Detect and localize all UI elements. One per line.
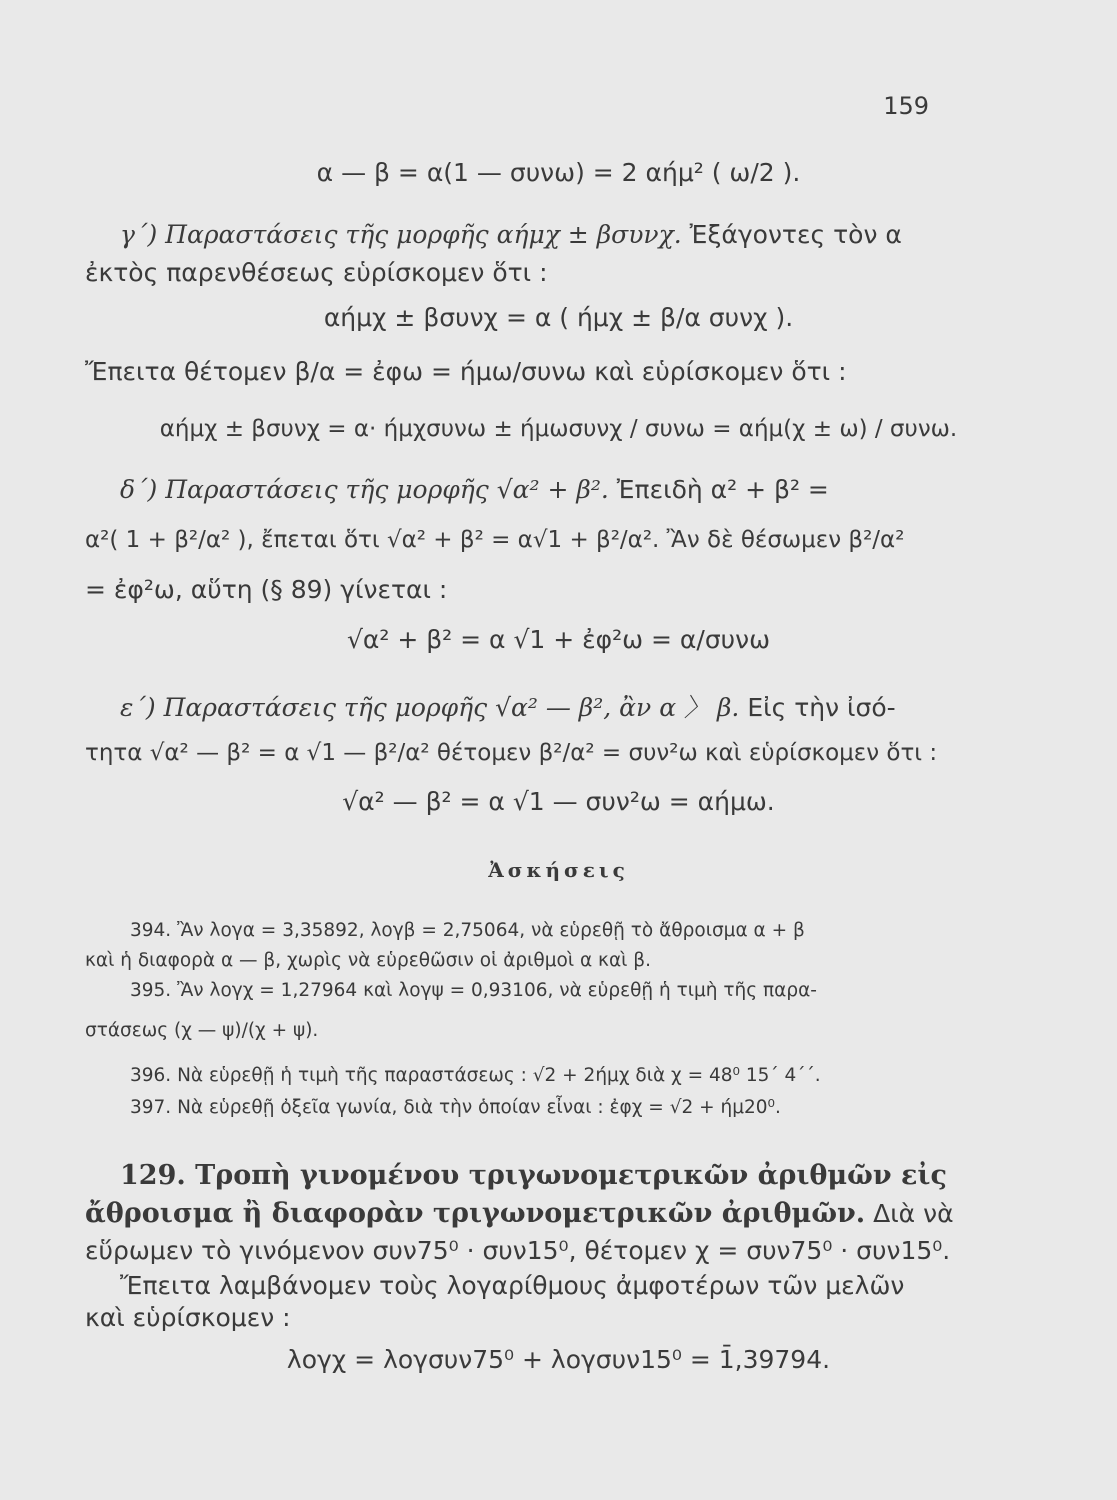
exercise-395-line-2: στάσεως (χ — ψ)/(χ + ψ).: [85, 1020, 319, 1041]
paragraph-delta-line-1: [120, 475, 829, 504]
paragraph-epsilon-line-1: [120, 688, 896, 724]
paragraph-delta-line-2: α²( 1 + β²/α² ), ἔπεται ὅτι √α² + β² = α√1 + β²/α². Ἂν δὲ θέσωμεν β²/α²: [85, 527, 905, 553]
section-129-text-1: Διὰ νὰ: [873, 1199, 954, 1228]
section-delta-heading: δ΄) Παραστάσεις τῆς μορφῆς √α² + β².: [120, 475, 609, 504]
section-129-title-line-2-text: ἄθροισμα ἢ διαφορὰν τριγωνομετρικῶν ἀριθμῶν.: [85, 1198, 866, 1229]
paragraph-epsilon-line-2: τητα √α² — β² = α √1 — β²/α² θέτομεν β²/α² = συν²ω καὶ εὑρίσκομεν ὅτι :: [85, 740, 938, 766]
section-129-title-line-2: [85, 1198, 954, 1229]
section-129-text-4: καὶ εὑρίσκομεν :: [85, 1303, 291, 1332]
section-129-text-2: εὕρωμεν τὸ γινόμενον συν75⁰ · συν15⁰, θέτομεν χ = συν75⁰ · συν15⁰.: [85, 1236, 951, 1265]
formula-gamma-2: αήμχ ± βσυνχ = α· ήμχσυνω ± ήμωσυνχ / συνω = αήμ(χ ± ω) / συνω.: [159, 416, 958, 442]
page-number: 159: [883, 92, 929, 120]
section-gamma-heading: γ΄) Παραστάσεις τῆς μορφῆς αήμχ ± βσυνχ.: [120, 220, 682, 249]
formula-gamma-1: αήμχ ± βσυνχ = α ( ήμχ ± β/α συνχ ).: [323, 303, 794, 332]
section-epsilon-heading: ε΄) Παραστάσεις τῆς μορφῆς √α² — β², ἂν α 〉 β.: [120, 693, 740, 722]
exercise-397: 397. Νὰ εὑρεθῇ ὀξεῖα γωνία, διὰ τὴν ὁποίαν εἶναι : ἐφχ = √2 + ήμ20⁰.: [130, 1097, 781, 1118]
paragraph-gamma-text: Ἐξάγοντες τὸν α: [689, 220, 902, 249]
paragraph-gamma-line-1: [120, 220, 902, 249]
paragraph-delta-text: Ἐπειδὴ α² + β² =: [616, 475, 829, 504]
formula-section-129: λογχ = λογσυν75⁰ + λογσυν15⁰ = 1̄,39794.: [286, 1345, 831, 1374]
paragraph-delta-line-3: = ἐφ²ω, αὕτη (§ 89) γίνεται :: [85, 575, 448, 604]
formula-delta: √α² + β² = α √1 + ἐφ²ω = α/συνω: [346, 625, 771, 654]
formula-alpha-minus-beta: α — β = α(1 — συνω) = 2 αήμ² ( ω/2 ).: [316, 158, 801, 187]
exercise-394-line-1: 394. Ἂν λογα = 3,35892, λογβ = 2,75064, νὰ εὑρεθῇ τὸ ἄθροισμα α + β: [130, 920, 805, 941]
paragraph-epsilon-text: Εἰς τὴν ἰσό-: [747, 693, 896, 722]
formula-epsilon: √α² — β² = α √1 — συν²ω = αήμω.: [342, 787, 775, 816]
exercise-394-line-2: καὶ ἡ διαφορὰ α — β, χωρὶς νὰ εὑρεθῶσιν οἱ ἀριθμοὶ α καὶ β.: [85, 950, 651, 971]
paragraph-gamma-line-4: Ἔπειτα θέτομεν β/α = ἐφω = ήμω/συνω καὶ εὑρίσκομεν ὅτι :: [85, 357, 847, 386]
exercise-396: 396. Νὰ εὑρεθῇ ἡ τιμὴ τῆς παραστάσεως : √2 + 2ήμχ διὰ χ = 48⁰ 15΄ 4΄΄.: [130, 1065, 821, 1086]
exercises-heading: Ἀσκήσεις: [488, 858, 629, 882]
section-129-text-3: Ἔπειτα λαμβάνομεν τοὺς λογαρίθμους ἀμφοτέρων τῶν μελῶν: [120, 1271, 905, 1300]
section-129-title-line-1: 129. Τροπὴ γινομένου τριγωνομετρικῶν ἀριθμῶν εἰς: [120, 1160, 947, 1191]
paragraph-gamma-line-2: ἐκτὸς παρενθέσεως εὑρίσκομεν ὅτι :: [85, 258, 548, 287]
exercise-395-line-1: 395. Ἂν λογχ = 1,27964 καὶ λογψ = 0,93106, νὰ εὑρεθῇ ἡ τιμὴ τῆς παρα-: [130, 980, 817, 1001]
